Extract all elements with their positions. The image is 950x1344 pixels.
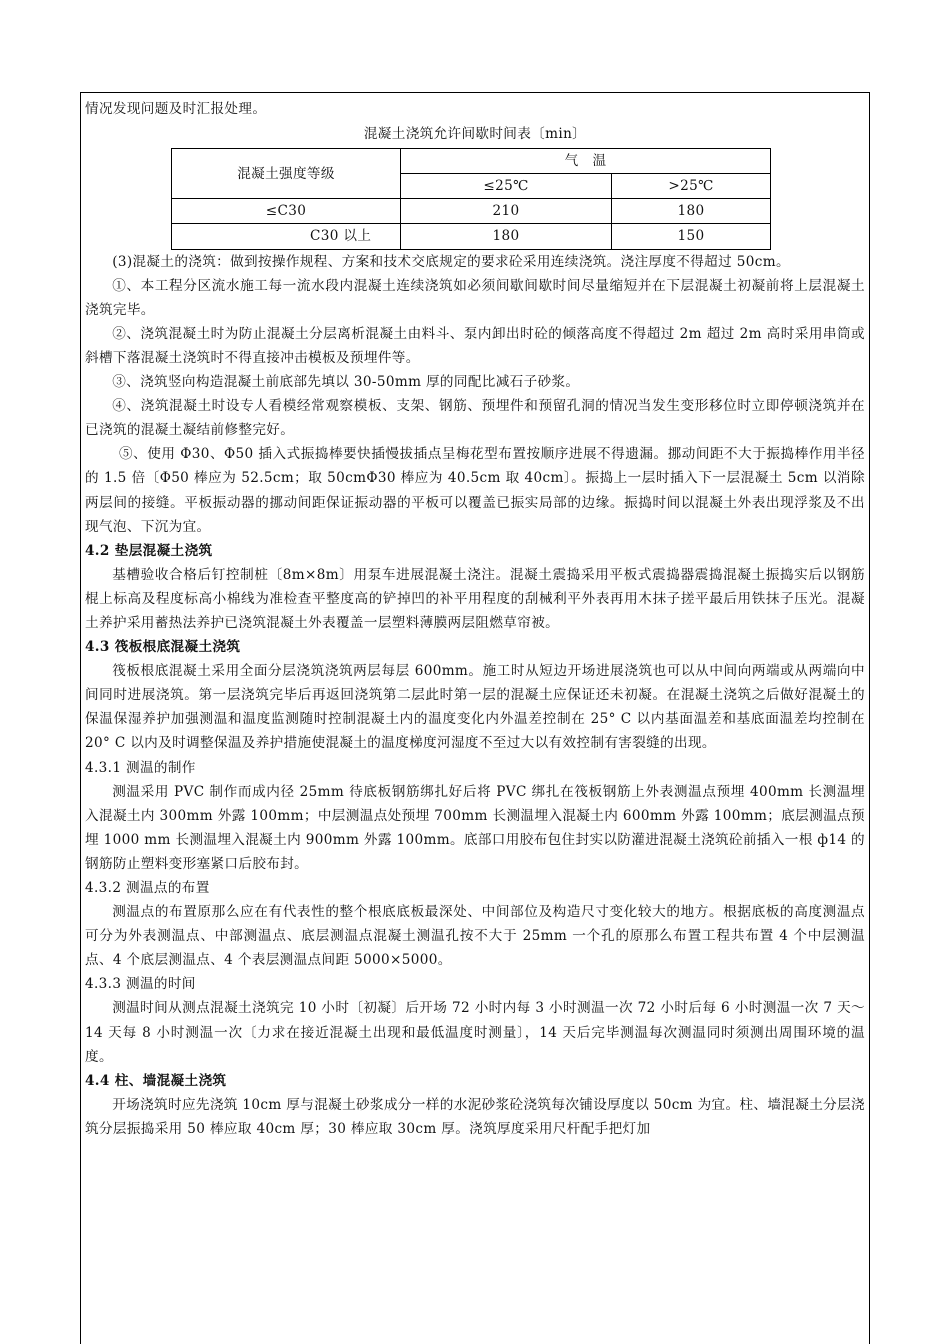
pour-interval-table [171, 148, 771, 249]
subsection-heading-4-3-3: 4.3.3 测温的时间 [85, 976, 196, 993]
paragraph-thermometry-making: 测温采用 PVC 制作而成内径 25mm 待底板钢筋绑扎好后将 PVC 绑扎在筏板钢筋上外表测温点预埋 400mm 长测温埋入混凝土内 300mm 外露 100mm；中层测温点处预埋 700mm 长测温埋入混凝土内 600mm 外露 100mm；底层测温点预埋 1000 mm 长测温埋入混凝土内 900mm 外露 100mm。底部口用胶布包住封实以防灌进混凝土浇筑砼前插入一根 ф14 的钢筋防止塑料变形塞紧口后胶布封。 [85, 783, 865, 872]
grade-cell: ≤C30 [172, 199, 401, 224]
paragraph-cushion: 基槽验收合格后钉控制桩〔8m×8m〕用泵车进展混凝土浇注。混凝土震捣采用平板式震捣器震捣混凝土振捣实后以钢筋棍上标高及程度标高小棉线为准检查平整度高的铲掉凹的补平用程度的刮械利平外表再用木抹子搓平最后用铁抹子压光。混凝土养护采用蓄热法养护已浇筑混凝土外表覆盖一层塑料薄膜两层阻燃草帘被。 [85, 566, 865, 631]
subsection-heading-4-3-2: 4.3.2 测温点的布置 [85, 880, 210, 896]
temp-high-header: >25℃ [612, 174, 771, 199]
low-temp-cell: 210 [401, 199, 612, 224]
paragraph-thermometry-time: 测温时间从测点混凝土浇筑完 10 小时〔初凝〕后开场 72 小时内每 3 小时测温一次 72 小时后每 6 小时测温一次 7 天～14 天每 8 小时测温一次〔力求在接近混凝土出现和最低温度时测量〕，14 天后完毕测温每次测温同时须测出周围环境的温度。 [85, 1000, 866, 1065]
temperature-header: 气 温 [401, 149, 771, 174]
table-caption: 混凝土浇筑允许间歇时间表〔min〕 [363, 126, 587, 143]
paragraph-item-1: ①、本工程分区流水施工每一流水段内混凝土连续浇筑如必须间歇间歇时间尽量缩短并在下层混凝土初凝前将上层混凝土浇筑完毕。 [85, 277, 865, 318]
paragraph-item-5: ⑤、使用 Φ30、Φ50 插入式振捣棒要快插慢拔插点呈梅花型布置按顺序进展不得遗漏。挪动间距不大于振捣棒作用半径的 1.5 倍〔Φ50 棒应为 52.5cm；取 50cmΦ30 棒应为 40.5cm 取 40cm〕。振捣上一层时插入下一层混凝土 5cm 以消除两层间的接缝。平板振动器的挪动间距保证振动器的平板可以覆盖已振实局部的边缘。振捣时间以混凝土外表出现浮浆及不出现气泡、下沉为宜。 [85, 446, 865, 535]
paragraph-column-wall: 开场浇筑时应先浇筑 10cm 厚与混凝土砂浆成分一样的水泥砂浆砼浇筑每次铺设厚度以 50cm 为宜。柱、墙混凝土分层浇筑分层振捣采用 50 棒应取 40cm 厚；30 棒应取 30cm 厚。浇筑厚度采用尺杆配手把灯加 [85, 1096, 865, 1137]
table-row [172, 224, 771, 249]
subsection-heading-4-3-1: 4.3.1 测温的制作 [85, 759, 196, 776]
section-heading-4-2: 4.2 垫层混凝土浇筑 [85, 542, 213, 559]
intro-text: 情况发现问题及时汇报处理。 [85, 101, 267, 117]
high-temp-cell: 180 [612, 199, 771, 224]
high-temp-cell: 150 [612, 224, 771, 249]
document-body [85, 97, 865, 1141]
grade-cell: C30 以上 [172, 224, 401, 249]
table-header-row [172, 149, 771, 174]
temp-low-header: ≤25℃ [401, 174, 612, 199]
paragraph-item-3: ③、浇筑竖向构造混凝土前底部先填以 30-50mm 厚的同配比减石子砂浆。 [112, 374, 580, 391]
paragraph-thermometry-layout: 测温点的布置原那么应在有代表性的整个根底底板最深处、中间部位及构造尺寸变化较大的地方。根据底板的高度测温点可分为外表测温点、中部测温点、底层测温点混凝土测温孔按不大于 25mm 一个孔的原那么布置工程共布置 4 个中层测温点、4 个底层测温点、4 个表层测温点间距 5000×5000。 [85, 904, 865, 969]
table-row [172, 199, 771, 224]
document-frame [80, 92, 870, 1344]
section-heading-4-3: 4.3 筏板根底混凝土浇筑 [85, 639, 241, 656]
paragraph-item-4: ④、浇筑混凝土时设专人看模经常观察模板、支架、钢筋、预埋件和预留孔洞的情况当发生变形移位时立即停顿浇筑并在已浇筑的混凝土凝结前修整完好。 [85, 398, 865, 439]
paragraph-pouring: (3)混凝土的浇筑：做到按操作规程、方案和技术交底规定的要求砼采用连续浇筑。浇注厚度不得超过 50cm。 [112, 253, 790, 270]
section-heading-4-4: 4.4 柱、墙混凝土浇筑 [85, 1072, 227, 1089]
paragraph-item-2: ②、浇筑混凝土时为防止混凝土分层离析混凝土由料斗、泵内卸出时砼的倾落高度不得超过 2m 超过 2m 高时采用串筒或斜槽下落混凝土浇筑时不得直接冲击模板及预埋件等。 [85, 325, 865, 366]
grade-header: 混凝土强度等级 [172, 149, 401, 199]
paragraph-raft: 筏板根底混凝土采用全面分层浇筑浇筑两层每层 600mm。施工时从短边开场进展浇筑也可以从中间向两端或从两端向中间同时进展浇筑。第一层浇筑完毕后再返回浇筑第二层此时第一层的混凝土应保证还未初凝。在混凝土浇筑之后做好混凝土的保温保湿养护加强测温和温度监测随时控制混凝土内的温度变化内外温差控制在 25° C 以内基面温差和基底面温差均控制在 20° C 以内及时调整保温及养护措施使混凝土的温度梯度河湿度不至过大以有效控制有害裂缝的出现。 [85, 663, 865, 752]
low-temp-cell: 180 [401, 224, 612, 249]
